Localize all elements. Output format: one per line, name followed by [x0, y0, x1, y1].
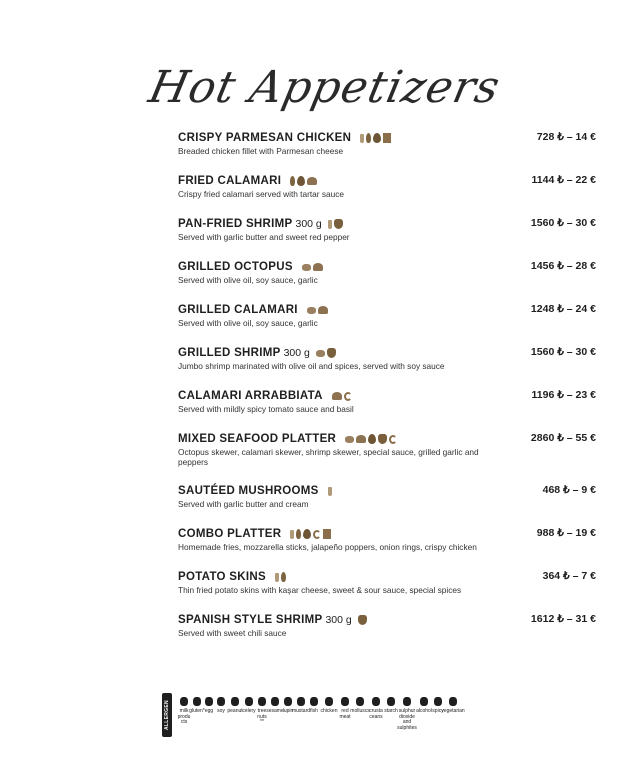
item-description: Crispy fried calamari served with tartar sauce	[178, 189, 344, 199]
menu-list	[178, 131, 596, 656]
item-name: SPANISH STYLE SHRIMP	[178, 614, 323, 626]
gluten-icon	[281, 572, 286, 582]
spicy-icon	[389, 435, 397, 444]
allergen-label: fish	[310, 708, 318, 714]
allergen-legend-item	[441, 693, 465, 715]
allergen-icon	[434, 697, 442, 706]
allergen-legend-item	[384, 693, 398, 715]
item-price: 728 ₺ – 14 €	[536, 131, 596, 143]
item-name: MIXED SEAFOOD PLATTER	[178, 433, 337, 445]
allergen-label: egg	[204, 708, 214, 714]
allergen-icon	[180, 697, 188, 706]
menu-item	[178, 260, 596, 303]
allergen-legend-item	[291, 693, 311, 715]
item-price: 2860 ₺ – 55 €	[530, 432, 596, 444]
allergen-legend-item	[368, 693, 384, 720]
allergen-label: alcohol	[416, 708, 432, 714]
allergen-label: soy	[217, 708, 225, 714]
allergen-icon	[205, 697, 213, 706]
allergen-icon	[387, 697, 395, 706]
allergen-legend-item	[338, 693, 352, 720]
allergen-icon	[403, 697, 411, 706]
molluscs-icon	[356, 435, 366, 443]
item-price: 1248 ₺ – 24 €	[530, 303, 596, 315]
milk-icon	[328, 487, 332, 496]
molluscs-icon	[307, 177, 317, 185]
allergen-icons	[360, 133, 391, 143]
allergen-icon	[297, 697, 305, 706]
allergen-icons	[275, 572, 286, 582]
allergen-label: mustard	[291, 708, 311, 714]
allergen-icons	[316, 348, 336, 358]
allergen-label: starch	[384, 708, 398, 714]
allergen-icon	[372, 697, 380, 706]
allergen-label: tree nuts **	[257, 708, 267, 725]
allergen-icon	[449, 697, 457, 706]
allergen-label: crusta ceans	[369, 708, 383, 720]
allergen-legend	[162, 693, 465, 737]
item-description: Served with garlic butter and cream	[178, 499, 309, 509]
allergen-icon	[258, 697, 266, 706]
allergen-legend-item	[308, 693, 320, 715]
egg-icon	[303, 529, 311, 539]
menu-item	[178, 484, 596, 527]
allergen-label: sulphur dioxide and sulphites	[397, 708, 417, 731]
item-price: 1144 ₺ – 22 €	[531, 174, 596, 186]
allergen-label: chicken	[320, 708, 338, 714]
allergen-legend-item	[320, 693, 338, 715]
allergen-icons	[307, 306, 328, 314]
spicy-icon	[344, 392, 352, 401]
item-description: Thin fried potato skins with kaşar cheese, sweet & sour sauce, special spices	[178, 585, 462, 595]
item-name: PAN-FRIED SHRIMP	[178, 218, 293, 230]
allergen-icon	[245, 697, 253, 706]
allergen-icon	[231, 697, 239, 706]
item-price: 1196 ₺ – 23 €	[531, 389, 596, 401]
allergen-legend-item	[214, 693, 228, 715]
allergen-label: vegetarian	[441, 708, 465, 714]
allergen-legend-item	[352, 693, 368, 715]
item-price: 1612 ₺ – 31 €	[530, 613, 596, 625]
item-name: COMBO PLATTER	[178, 528, 282, 540]
gluten-icon	[366, 133, 371, 143]
allergen-tab: ALLERGEN	[162, 693, 172, 737]
egg-icon	[368, 434, 376, 444]
item-price: 1560 ₺ – 30 €	[530, 217, 596, 229]
menu-item	[178, 613, 596, 656]
allergen-icon	[420, 697, 428, 706]
menu-item	[178, 131, 596, 174]
allergen-icons	[358, 615, 367, 625]
crustacean-icon	[327, 348, 336, 358]
item-weight: 300 g	[283, 347, 310, 359]
item-price: 468 ₺ – 9 €	[542, 484, 596, 496]
crustacean-icon	[334, 219, 343, 229]
soy-icon	[302, 264, 311, 271]
soy-icon	[345, 436, 354, 443]
menu-item	[178, 527, 596, 570]
allergen-label: sesame	[266, 708, 284, 714]
item-name: GRILLED OCTOPUS	[178, 261, 293, 273]
allergen-icons	[290, 176, 317, 186]
menu-item	[178, 303, 596, 346]
menu-item	[178, 432, 596, 484]
allergen-items	[177, 693, 465, 731]
item-price: 1456 ₺ – 28 €	[530, 260, 596, 272]
page-title: Hot Appetizers	[144, 62, 505, 113]
allergen-icon	[284, 697, 292, 706]
item-price: 364 ₺ – 7 €	[542, 570, 596, 582]
item-price: 988 ₺ – 19 €	[536, 527, 596, 539]
chicken-icon	[323, 529, 331, 539]
item-description: Breaded chicken fillet with Parmesan cheese	[178, 146, 344, 156]
allergen-icons	[332, 392, 352, 401]
allergen-label: molluscs	[350, 708, 370, 714]
egg-icon	[297, 176, 305, 186]
item-description: Served with mildly spicy tomato sauce and basil	[178, 404, 354, 414]
gluten-icon	[296, 529, 301, 539]
egg-icon	[373, 133, 381, 143]
item-description: Homemade fries, mozzarella sticks, jalapeño poppers, onion rings, crispy chicken	[178, 542, 477, 552]
allergen-label: gluten*	[189, 708, 205, 714]
milk-icon	[328, 220, 332, 229]
allergen-legend-item	[398, 693, 416, 731]
item-name: CRISPY PARMESAN CHICKEN	[178, 132, 352, 144]
allergen-icon	[271, 697, 279, 706]
item-name: CALAMARI ARRABBIATA	[178, 390, 323, 402]
crustacean-icon	[358, 615, 367, 625]
item-name: FRIED CALAMARI	[178, 175, 282, 187]
item-description: Jumbo shrimp marinated with olive oil and spices, served with soy sauce	[178, 361, 445, 371]
allergen-label: lupin	[282, 708, 294, 714]
item-description: Octopus skewer, calamari skewer, shrimp skewer, special sauce, grilled garlic and peppers	[178, 447, 479, 467]
menu-item	[178, 346, 596, 389]
allergen-legend-item	[204, 693, 214, 715]
milk-icon	[360, 134, 364, 143]
molluscs-icon	[318, 306, 328, 314]
menu-item	[178, 217, 596, 260]
item-name: POTATO SKINS	[178, 571, 266, 583]
allergen-label: peanut	[227, 708, 243, 714]
item-name: GRILLED CALAMARI	[178, 304, 298, 316]
molluscs-icon	[332, 392, 342, 400]
allergen-icon	[310, 697, 318, 706]
allergen-icon	[217, 697, 225, 706]
item-price: 1560 ₺ – 30 €	[530, 346, 596, 358]
allergen-legend-item	[228, 693, 242, 715]
soy-icon	[307, 307, 316, 314]
allergen-label: celery	[242, 708, 256, 714]
spicy-icon	[313, 530, 321, 539]
allergen-icons	[328, 219, 343, 229]
item-description: Served with olive oil, soy sauce, garlic	[178, 275, 318, 285]
allergen-legend-item	[416, 693, 432, 715]
allergen-icon	[356, 697, 364, 706]
menu-item	[178, 570, 596, 613]
allergen-icons	[290, 529, 331, 539]
allergen-legend-item	[242, 693, 256, 715]
item-description: Served with olive oil, soy sauce, garlic	[178, 318, 318, 328]
allergen-label: spicy	[432, 708, 444, 714]
gluten-icon	[290, 176, 295, 186]
milk-icon	[275, 573, 279, 582]
item-description: Served with sweet chili sauce	[178, 628, 287, 638]
allergen-legend-item	[268, 693, 282, 715]
item-description: Served with garlic butter and sweet red pepper	[178, 232, 350, 242]
allergen-legend-item	[178, 693, 190, 726]
item-name: SAUTÉED MUSHROOMS	[178, 485, 319, 497]
menu-item	[178, 389, 596, 432]
allergen-icon	[193, 697, 201, 706]
chicken-icon	[383, 133, 391, 143]
allergen-icons	[328, 487, 332, 496]
molluscs-icon	[313, 263, 323, 271]
allergen-label: red meat	[339, 708, 351, 720]
soy-icon	[316, 350, 325, 357]
item-weight: 300 g	[325, 614, 352, 626]
allergen-label: milk produ cts	[177, 708, 191, 725]
allergen-icon	[325, 697, 333, 706]
milk-icon	[290, 530, 294, 539]
allergen-icon	[341, 697, 349, 706]
allergen-icons	[345, 434, 397, 444]
crustacean-icon	[378, 434, 387, 444]
item-weight: 300 g	[295, 218, 322, 230]
item-name: GRILLED SHRIMP	[178, 347, 281, 359]
allergen-legend-item	[190, 693, 204, 715]
allergen-icons	[302, 263, 323, 271]
menu-item	[178, 174, 596, 217]
